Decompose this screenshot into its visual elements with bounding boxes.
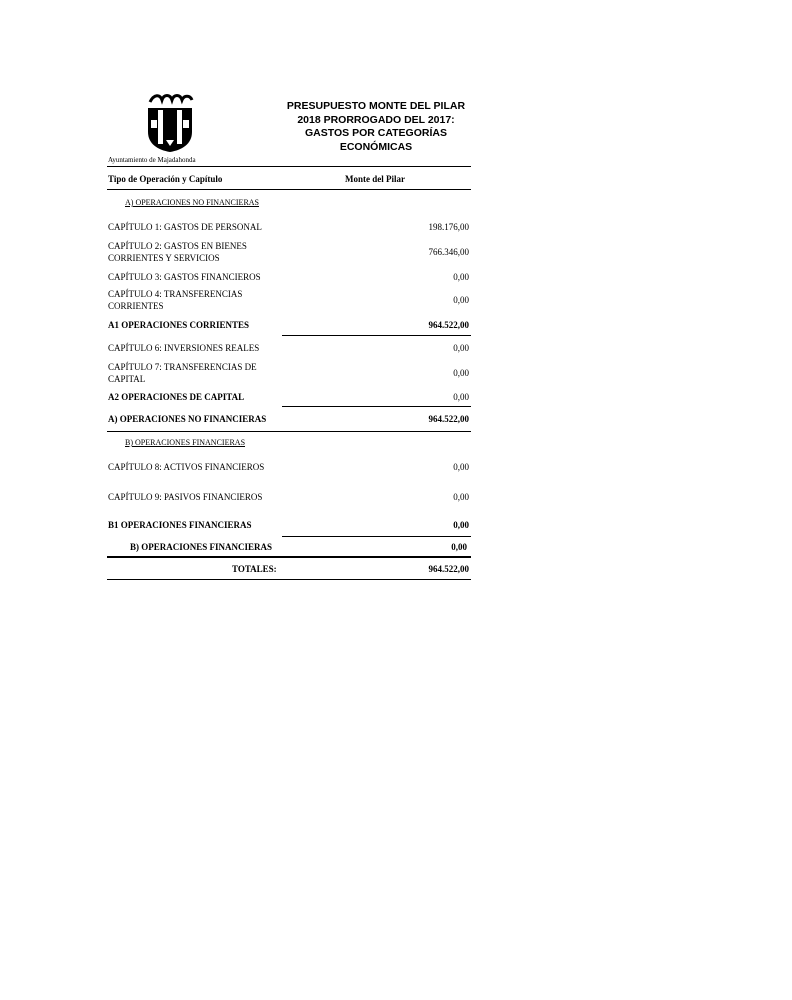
- header-top-rule: [107, 166, 471, 167]
- column-header-type: Tipo de Operación y Capítulo: [108, 174, 223, 184]
- cap8-value: 0,00: [453, 462, 469, 472]
- b1-subtotal-value: 0,00: [453, 520, 469, 530]
- section-a-total-label: A) OPERACIONES NO FINANCIERAS: [108, 414, 267, 424]
- cap9-value: 0,00: [453, 492, 469, 502]
- title-line-2: 2018 PRORROGADO DEL 2017:: [297, 113, 455, 126]
- a1-subtotal-value: 964.522,00: [428, 320, 469, 330]
- a1-subtotal-label: A1 OPERACIONES CORRIENTES: [108, 320, 250, 330]
- cap1-value: 198.176,00: [428, 222, 469, 232]
- cap6-value: 0,00: [453, 343, 469, 353]
- section-a-heading: A) OPERACIONES NO FINANCIERAS: [125, 198, 260, 207]
- totals-label: TOTALES:: [232, 564, 277, 574]
- section-b-total-label: B) OPERACIONES FINANCIERAS: [130, 542, 273, 552]
- coat-of-arms-logo: [146, 92, 194, 154]
- section-a-total-rule: [107, 431, 471, 432]
- cap3-value: 0,00: [453, 272, 469, 282]
- title-line-1: PRESUPUESTO MONTE DEL PILAR: [286, 100, 466, 112]
- cap9-label: CAPÍTULO 9: PASIVOS FINANCIEROS: [108, 492, 263, 502]
- header-bottom-rule: [107, 189, 471, 190]
- b1-rule: [282, 536, 471, 537]
- column-header-value: Monte del Pilar: [345, 174, 405, 184]
- cap7-label: CAPÍTULO 7: TRANSFERENCIAS DE CAPITAL: [108, 362, 257, 384]
- a2-subtotal-value: 0,00: [453, 392, 469, 402]
- cap6-label: CAPÍTULO 6: INVERSIONES REALES: [108, 343, 260, 353]
- totals-value: 964.522,00: [428, 564, 469, 574]
- cap4-label: CAPÍTULO 4: TRANSFERENCIAS CORRIENTES: [108, 289, 243, 311]
- totals-bottom-rule: [107, 579, 471, 580]
- title-line-4: ECONÓMICAS: [339, 140, 413, 153]
- totals-top-rule: [107, 556, 471, 558]
- cap8-label: CAPÍTULO 8: ACTIVOS FINANCIEROS: [108, 462, 265, 472]
- a1-rule: [282, 335, 471, 336]
- title-line-3: GASTOS POR CATEGORÍAS: [305, 127, 447, 140]
- cap1-label: CAPÍTULO 1: GASTOS DE PERSONAL: [108, 222, 262, 232]
- cap4-value: 0,00: [453, 295, 469, 305]
- cap2-label: CAPÍTULO 2: GASTOS EN BIENES CORRIENTES Y SERVICIOS: [108, 241, 247, 263]
- cap7-value: 0,00: [453, 368, 469, 378]
- b1-subtotal-label: B1 OPERACIONES FINANCIERAS: [108, 520, 252, 530]
- cap2-value: 766.346,00: [428, 247, 469, 257]
- report-title: [282, 100, 470, 154]
- cap3-label: CAPÍTULO 3: GASTOS FINANCIEROS: [108, 272, 261, 282]
- section-b-heading: B) OPERACIONES FINANCIERAS: [125, 438, 246, 447]
- section-a-total-value: 964.522,00: [428, 414, 469, 424]
- section-b-total-value: 0,00: [451, 542, 467, 552]
- a2-subtotal-label: A2 OPERACIONES DE CAPITAL: [108, 392, 245, 402]
- organization-name: Ayuntamiento de Majadahonda: [108, 156, 196, 164]
- a2-rule: [282, 406, 471, 407]
